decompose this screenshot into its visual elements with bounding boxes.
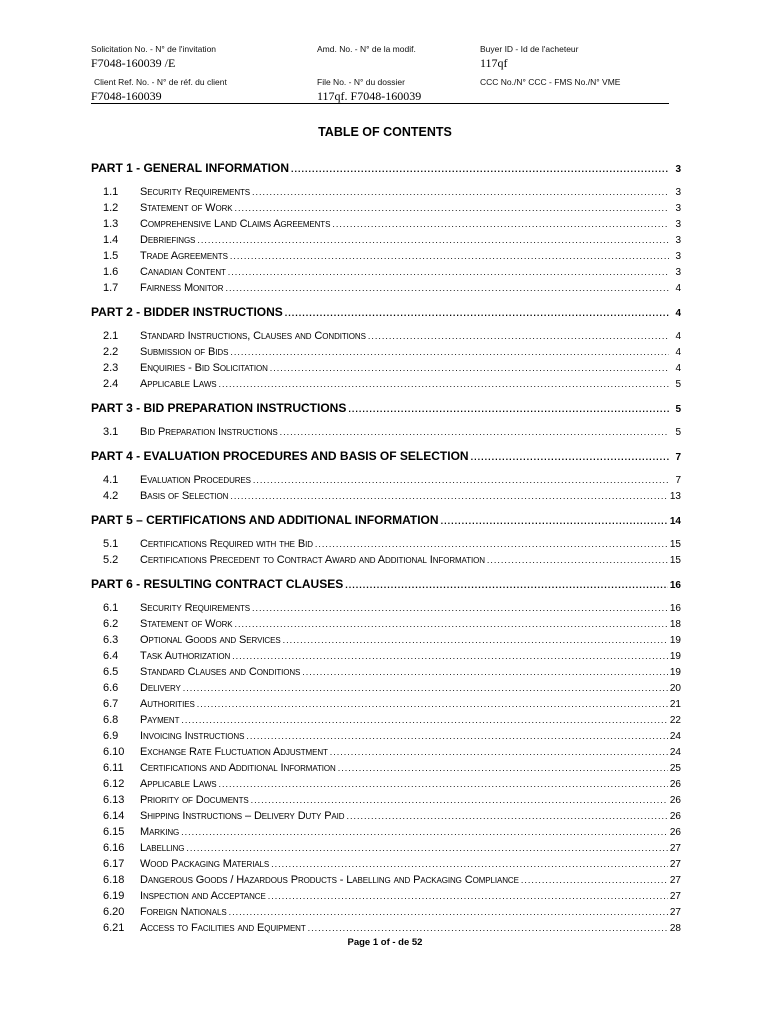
toc-entry[interactable] [91, 264, 681, 280]
dot-leader [219, 776, 668, 792]
entry-number: 6.10 [103, 746, 125, 758]
entry-page-number: 13 [669, 491, 681, 502]
entry-title: Comprehensive Land Claims Agreements [140, 218, 331, 230]
entry-page-number: 26 [669, 827, 681, 838]
dot-leader [186, 840, 668, 856]
dot-leader [181, 712, 667, 728]
part-page-number: 3 [675, 164, 681, 175]
entry-title: Security Requirements [140, 186, 251, 198]
entry-number: 2.4 [103, 378, 119, 390]
entry-number: 6.20 [103, 906, 125, 918]
entry-number: 6.3 [103, 634, 119, 646]
toc-entry[interactable] [91, 776, 681, 792]
entry-title: Task Authorization [140, 650, 231, 662]
toc-entry[interactable] [91, 824, 681, 840]
dot-leader [308, 920, 668, 936]
entry-number: 6.17 [103, 858, 125, 870]
toc-part-items [91, 600, 681, 936]
dot-leader [283, 632, 668, 648]
part-title: PART 4 - EVALUATION PROCEDURES AND BASIS OF SELECTION [91, 449, 469, 463]
entry-number: 6.9 [103, 730, 119, 742]
toc-entry[interactable] [91, 904, 681, 920]
toc-title: TABLE OF CONTENTS [318, 125, 452, 139]
toc-entry[interactable] [91, 728, 681, 744]
entry-title: Optional Goods and Services [140, 634, 281, 646]
dot-leader [271, 856, 668, 872]
dot-leader [338, 760, 668, 776]
ccc-label: CCC No./N° CCC - FMS No./N° VME [480, 77, 621, 87]
entry-title: Delivery [140, 682, 181, 694]
entry-page-number: 3 [675, 251, 681, 262]
entry-number: 3.1 [103, 426, 119, 438]
toc-part-heading[interactable] [91, 512, 681, 530]
toc-entry[interactable] [91, 344, 681, 360]
buyer-value: 117qf [480, 56, 508, 70]
entry-title: Standard Clauses and Conditions [140, 666, 301, 678]
entry-page-number: 15 [669, 555, 681, 566]
entry-number: 6.7 [103, 698, 119, 710]
dot-leader [332, 216, 669, 232]
entry-page-number: 21 [669, 699, 681, 710]
toc-entry[interactable] [91, 488, 681, 504]
dot-leader [330, 744, 668, 760]
toc-entry[interactable] [91, 744, 681, 760]
entry-number: 4.1 [103, 474, 119, 486]
solicitation-value: F7048-160039 /E [91, 56, 176, 70]
dot-leader [487, 552, 668, 568]
toc-entry[interactable] [91, 632, 681, 648]
dot-leader [181, 824, 668, 840]
entry-page-number: 4 [675, 347, 681, 358]
toc-entry[interactable] [91, 664, 681, 680]
entry-number: 6.5 [103, 666, 119, 678]
entry-page-number: 26 [669, 795, 681, 806]
toc-entry[interactable] [91, 376, 681, 392]
part-page-number: 4 [675, 308, 681, 319]
header-col-buyer [480, 44, 620, 87]
dot-leader [280, 424, 669, 440]
entry-page-number: 5 [675, 427, 681, 438]
toc-part-items [91, 472, 681, 504]
page-footer: Page 1 of - de 52 [347, 937, 423, 948]
entry-number: 1.4 [103, 234, 119, 246]
entry-title: Certifications and Additional Information [140, 762, 336, 774]
entry-title: Inspection and Acceptance [140, 890, 266, 902]
toc-part-heading[interactable] [91, 448, 681, 466]
part-page-number: 5 [675, 404, 681, 415]
toc-part-items [91, 184, 681, 296]
toc-entry[interactable] [91, 792, 681, 808]
entry-title: Payment [140, 714, 180, 726]
entry-title: Exchange Rate Fluctuation Adjustment [140, 746, 328, 758]
entry-number: 1.5 [103, 250, 119, 262]
entry-page-number: 25 [669, 763, 681, 774]
entry-title: Wood Packaging Materials [140, 858, 270, 870]
dot-leader [252, 184, 669, 200]
entry-number: 2.1 [103, 330, 119, 342]
entry-title: Security Requirements [140, 602, 251, 614]
entry-page-number: 19 [669, 635, 681, 646]
part-page-number: 7 [675, 452, 681, 463]
entry-page-number: 4 [675, 331, 681, 342]
entry-page-number: 3 [675, 219, 681, 230]
entry-page-number: 26 [669, 811, 681, 822]
toc-entry[interactable] [91, 680, 681, 696]
entry-number: 6.1 [103, 602, 119, 614]
entry-title: Submission of Bids [140, 346, 229, 358]
dot-leader [285, 305, 669, 321]
dot-leader [302, 664, 668, 680]
toc-entry[interactable] [91, 712, 681, 728]
entry-number: 6.8 [103, 714, 119, 726]
toc-entry[interactable] [91, 232, 681, 248]
entry-title: Foreign Nationals [140, 906, 227, 918]
entry-title: Statement of Work [140, 618, 233, 630]
entry-number: 6.4 [103, 650, 119, 662]
entry-number: 1.6 [103, 266, 119, 278]
toc-part-heading[interactable] [91, 400, 681, 418]
dot-leader [230, 248, 669, 264]
entry-page-number: 3 [675, 203, 681, 214]
toc-part-heading[interactable] [91, 576, 681, 594]
entry-title: Standard Instructions, Clauses and Conditions [140, 330, 366, 342]
dot-leader [253, 472, 669, 488]
file-value: 117qf. F7048-160039 [317, 89, 422, 103]
toc-entry[interactable] [91, 888, 681, 904]
dot-leader [251, 792, 668, 808]
toc-entry[interactable] [91, 200, 681, 216]
dot-leader [230, 488, 668, 504]
toc-part-items [91, 328, 681, 392]
entry-page-number: 22 [669, 715, 681, 726]
toc-entry[interactable] [91, 616, 681, 632]
toc-entry[interactable] [91, 872, 681, 888]
entry-page-number: 16 [669, 603, 681, 614]
entry-title: Invoicing Instructions [140, 730, 245, 742]
toc-entry[interactable] [91, 248, 681, 264]
entry-page-number: 24 [669, 731, 681, 742]
entry-number: 6.12 [103, 778, 125, 790]
part-title: PART 3 - BID PREPARATION INSTRUCTIONS [91, 401, 347, 415]
entry-title: Enquiries - Bid Solicitation [140, 362, 268, 374]
entry-page-number: 27 [669, 875, 681, 886]
entry-page-number: 3 [675, 267, 681, 278]
client-ref-value: F7048-160039 [91, 89, 162, 103]
entry-number: 6.13 [103, 794, 125, 806]
toc-entry[interactable] [91, 760, 681, 776]
entry-number: 6.21 [103, 922, 125, 934]
file-label: File No. - N° du dossier [317, 77, 405, 87]
entry-page-number: 3 [675, 187, 681, 198]
toc-entry[interactable] [91, 600, 681, 616]
entry-page-number: 27 [669, 859, 681, 870]
dot-leader [270, 360, 669, 376]
toc-entry[interactable] [91, 920, 681, 936]
document-header [91, 44, 669, 106]
part-title: PART 5 – CERTIFICATIONS AND ADDITIONAL INFORMATION [91, 513, 439, 527]
entry-page-number: 4 [675, 363, 681, 374]
entry-page-number: 20 [669, 683, 681, 694]
entry-number: 1.7 [103, 282, 119, 294]
entry-title: Certifications Precedent to Contract Award and Additional Information [140, 554, 485, 566]
part-page-number: 16 [669, 580, 681, 591]
entry-number: 4.2 [103, 490, 119, 502]
entry-title: Authorities [140, 698, 195, 710]
dot-leader [268, 888, 668, 904]
entry-title: Priority of Documents [140, 794, 249, 806]
toc-entry[interactable] [91, 808, 681, 824]
dot-leader [291, 161, 669, 177]
entry-page-number: 15 [669, 539, 681, 550]
part-page-number: 14 [669, 516, 681, 527]
entry-page-number: 3 [675, 235, 681, 246]
dot-leader [441, 513, 668, 529]
toc-entry[interactable] [91, 472, 681, 488]
entry-title: Shipping Instructions – Delivery Duty Paid [140, 810, 345, 822]
table-of-contents [91, 160, 681, 936]
dot-leader [183, 680, 668, 696]
entry-title: Access to Facilities and Equipment [140, 922, 306, 934]
dot-leader [230, 344, 669, 360]
toc-part-heading[interactable] [91, 160, 681, 178]
buyer-label: Buyer ID - Id de l'acheteur [480, 44, 579, 54]
entry-title: Basis of Selection [140, 490, 229, 502]
entry-title: Applicable Laws [140, 778, 217, 790]
toc-entry[interactable] [91, 216, 681, 232]
entry-title: Debriefings [140, 234, 196, 246]
entry-page-number: 26 [669, 779, 681, 790]
dot-leader [315, 536, 668, 552]
entry-title: Statement of Work [140, 202, 233, 214]
entry-page-number: 27 [669, 843, 681, 854]
entry-page-number: 24 [669, 747, 681, 758]
entry-page-number: 4 [675, 283, 681, 294]
toc-entry[interactable] [91, 184, 681, 200]
dot-leader [232, 648, 668, 664]
dot-leader [471, 449, 669, 465]
entry-number: 5.1 [103, 538, 119, 550]
entry-page-number: 19 [669, 667, 681, 678]
part-title: PART 6 - RESULTING CONTRACT CLAUSES [91, 577, 344, 591]
entry-number: 1.2 [103, 202, 119, 214]
entry-number: 6.15 [103, 826, 125, 838]
dot-leader [225, 280, 669, 296]
toc-entry[interactable] [91, 424, 681, 440]
toc-entry[interactable] [91, 856, 681, 872]
entry-page-number: 7 [675, 475, 681, 486]
entry-title: Labelling [140, 842, 185, 854]
entry-number: 5.2 [103, 554, 119, 566]
entry-title: Marking [140, 826, 180, 838]
entry-number: 2.3 [103, 362, 119, 374]
entry-number: 6.19 [103, 890, 125, 902]
toc-entry[interactable] [91, 552, 681, 568]
entry-title: Dangerous Goods / Hazardous Products - Labelling and Packaging Compliance [140, 874, 519, 886]
part-title: PART 1 - GENERAL INFORMATION [91, 161, 289, 175]
dot-leader [368, 328, 669, 344]
header-rule [91, 103, 669, 104]
entry-number: 6.11 [103, 762, 124, 774]
toc-part-items [91, 536, 681, 568]
toc-part-heading[interactable] [91, 304, 681, 322]
part-title: PART 2 - BIDDER INSTRUCTIONS [91, 305, 283, 319]
dot-leader [219, 376, 669, 392]
entry-number: 6.6 [103, 682, 119, 694]
toc-entry[interactable] [91, 536, 681, 552]
dot-leader [246, 728, 668, 744]
toc-entry[interactable] [91, 328, 681, 344]
entry-number: 6.18 [103, 874, 125, 886]
entry-title: Canadian Content [140, 266, 226, 278]
header-col-file [317, 44, 421, 104]
amd-label: Amd. No. - N° de la modif. [317, 44, 416, 54]
toc-entry[interactable] [91, 696, 681, 712]
dot-leader [235, 200, 670, 216]
dot-leader [235, 616, 668, 632]
dot-leader [197, 696, 668, 712]
entry-title: Trade Agreements [140, 250, 228, 262]
dot-leader [348, 401, 669, 417]
entry-title: Certifications Required with the Bid [140, 538, 313, 550]
entry-number: 6.16 [103, 842, 125, 854]
entry-page-number: 18 [669, 619, 681, 630]
solicitation-label: Solicitation No. - N° de l'invitation [91, 44, 217, 54]
client-ref-label: Client Ref. No. - N° de réf. du client [94, 77, 227, 87]
header-col-solicitation [91, 44, 227, 104]
entry-page-number: 5 [675, 379, 681, 390]
entry-number: 2.2 [103, 346, 119, 358]
entry-page-number: 27 [669, 907, 681, 918]
dot-leader [346, 808, 667, 824]
dot-leader [228, 264, 669, 280]
entry-page-number: 28 [669, 923, 681, 934]
entry-number: 6.2 [103, 618, 119, 630]
toc-part-items [91, 424, 681, 440]
toc-entry[interactable] [91, 360, 681, 376]
dot-leader [252, 600, 668, 616]
entry-page-number: 27 [669, 891, 681, 902]
toc-entry[interactable] [91, 840, 681, 856]
dot-leader [229, 904, 668, 920]
entry-title: Evaluation Procedures [140, 474, 251, 486]
entry-title: Bid Preparation Instructions [140, 426, 278, 438]
dot-leader [197, 232, 669, 248]
entry-page-number: 19 [669, 651, 681, 662]
toc-entry[interactable] [91, 280, 681, 296]
entry-title: Fairness Monitor [140, 282, 224, 294]
dot-leader [345, 577, 668, 593]
dot-leader [521, 872, 668, 888]
entry-number: 1.1 [103, 186, 119, 198]
toc-entry[interactable] [91, 648, 681, 664]
entry-title: Applicable Laws [140, 378, 217, 390]
entry-number: 6.14 [103, 810, 125, 822]
entry-number: 1.3 [103, 218, 119, 230]
